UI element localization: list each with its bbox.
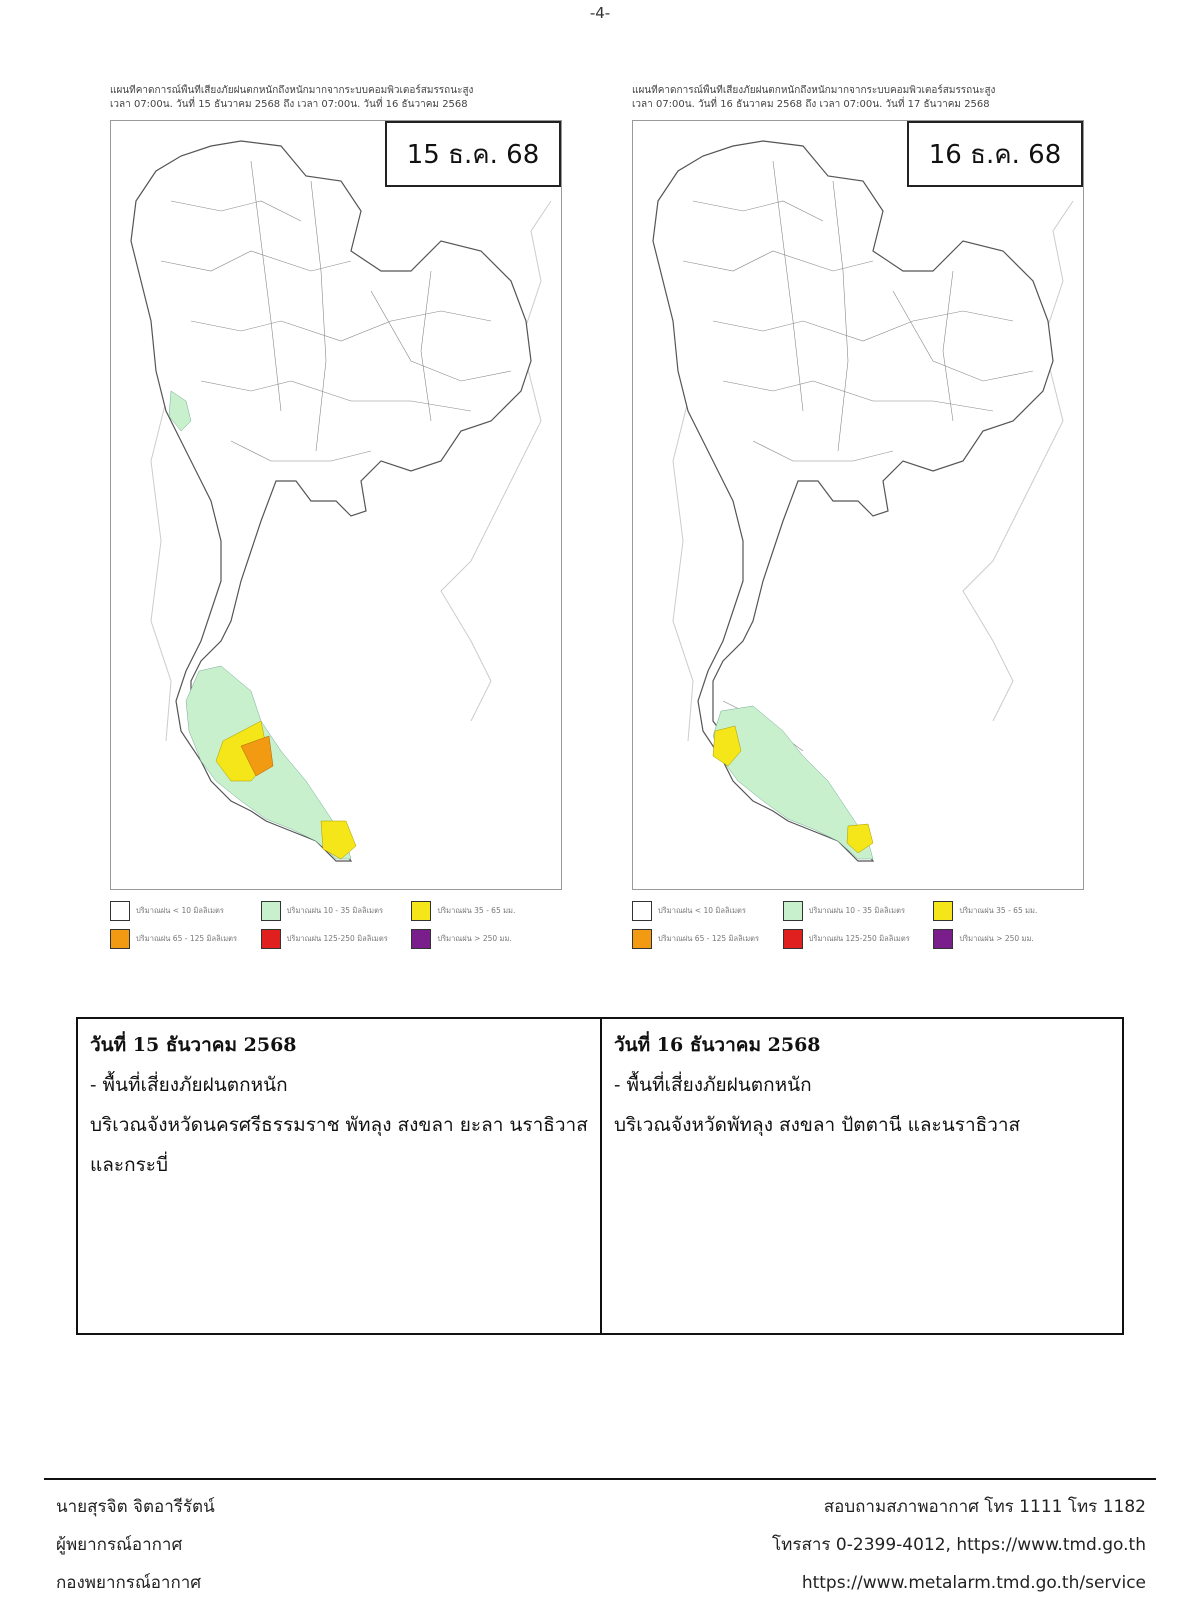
- thailand-outline-map: [111, 121, 562, 890]
- legend-item: ปริมาณฝน 65 - 125 มิลลิเมตร: [110, 929, 261, 949]
- map-title-line1: แผนที่คาดการณ์พื้นที่เสี่ยงภัยฝนตกหนักถึงหนักมากจากระบบคอมพิวเตอร์สมรรถนะสูง: [110, 85, 474, 96]
- forecast-areas-line2: และกระบี่: [90, 1154, 169, 1176]
- forecast-heading: - พื้นที่เสี่ยงภัยฝนตกหนัก: [614, 1074, 812, 1096]
- map-title-line2: เวลา 07:00น. วันที่ 15 ธันวาคม 2568 ถึง เวลา 07:00น. วันที่ 16 ธันวาคม 2568: [110, 99, 468, 110]
- forecast-heading: - พื้นที่เสี่ยงภัยฝนตกหนัก: [90, 1074, 288, 1096]
- footer-author: [56, 1488, 215, 1602]
- service-url-link[interactable]: https://www.metalarm.tmd.go.th/service: [801, 1573, 1146, 1593]
- legend-item: ปริมาณฝน 10 - 35 มิลลิเมตร: [783, 901, 934, 921]
- forecast-areas-line1: บริเวณจังหวัดพัทลุง สงขลา ปัตตานี และนราธิวาส: [614, 1114, 1021, 1136]
- forecast-cell-15-dec: [78, 1019, 600, 1333]
- thailand-map: [110, 120, 562, 890]
- contact-fax-website[interactable]: โทรสาร 0-2399-4012, https://www.tmd.go.th: [772, 1535, 1146, 1555]
- risk-area-yellow-south: [321, 821, 356, 859]
- legend-swatch-orange: [110, 929, 130, 949]
- forecast-table: [76, 1017, 1124, 1335]
- thailand-outline: [131, 141, 531, 861]
- date-label-box: 16 ธ.ค. 68: [907, 121, 1083, 187]
- legend-item: ปริมาณฝน > 250 มม.: [933, 929, 1084, 949]
- map-panel-16-dec: [632, 84, 1084, 944]
- legend-swatch-red: [783, 929, 803, 949]
- legend-swatch-white: [110, 901, 130, 921]
- thailand-map: [632, 120, 1084, 890]
- footer-contact: [772, 1488, 1146, 1602]
- legend-swatch-yellow: [411, 901, 431, 921]
- author-name: นายสุรจิต จิตอารีรัตน์: [56, 1497, 215, 1517]
- forecast-date: วันที่ 15 ธันวาคม 2568: [90, 1034, 297, 1056]
- legend-item: ปริมาณฝน 10 - 35 มิลลิเมตร: [261, 901, 412, 921]
- legend-swatch-purple: [411, 929, 431, 949]
- legend-swatch-white: [632, 901, 652, 921]
- legend: [632, 898, 1084, 954]
- page-number: -4-: [589, 4, 611, 22]
- legend-item: ปริมาณฝน < 10 มิลลิเมตร: [632, 901, 783, 921]
- map-panel-15-dec: [110, 84, 562, 944]
- author-division: กองพยากรณ์อากาศ: [56, 1573, 202, 1593]
- map-title: [632, 84, 1084, 112]
- map-title: [110, 84, 562, 112]
- contact-phone: สอบถามสภาพอากาศ โทร 1111 โทร 1182: [823, 1497, 1146, 1517]
- author-position: ผู้พยากรณ์อากาศ: [56, 1535, 183, 1555]
- legend: [110, 898, 562, 954]
- legend-item: ปริมาณฝน 125-250 มิลลิเมตร: [261, 929, 412, 949]
- thailand-outline-map: [633, 121, 1084, 890]
- legend-item: ปริมาณฝน < 10 มิลลิเมตร: [110, 901, 261, 921]
- legend-swatch-green: [783, 901, 803, 921]
- legend-item: ปริมาณฝน > 250 มม.: [411, 929, 562, 949]
- legend-item: ปริมาณฝน 35 - 65 มม.: [411, 901, 562, 921]
- legend-swatch-orange: [632, 929, 652, 949]
- legend-item: ปริมาณฝน 35 - 65 มม.: [933, 901, 1084, 921]
- map-title-line2: เวลา 07:00น. วันที่ 16 ธันวาคม 2568 ถึง เวลา 07:00น. วันที่ 17 ธันวาคม 2568: [632, 99, 990, 110]
- legend-swatch-red: [261, 929, 281, 949]
- forecast-areas-line1: บริเวณจังหวัดนครศรีธรรมราช พัทลุง สงขลา ยะลา นราธิวาส: [90, 1114, 588, 1136]
- legend-item: ปริมาณฝน 65 - 125 มิลลิเมตร: [632, 929, 783, 949]
- forecast-cell-16-dec: [600, 1019, 1122, 1333]
- forecast-date: วันที่ 16 ธันวาคม 2568: [614, 1034, 821, 1056]
- footer-divider: [44, 1478, 1156, 1480]
- legend-swatch-purple: [933, 929, 953, 949]
- legend-swatch-yellow: [933, 901, 953, 921]
- legend-swatch-green: [261, 901, 281, 921]
- map-title-line1: แผนที่คาดการณ์พื้นที่เสี่ยงภัยฝนตกหนักถึงหนักมากจากระบบคอมพิวเตอร์สมรรถนะสูง: [632, 85, 996, 96]
- date-label-box: 15 ธ.ค. 68: [385, 121, 561, 187]
- legend-item: ปริมาณฝน 125-250 มิลลิเมตร: [783, 929, 934, 949]
